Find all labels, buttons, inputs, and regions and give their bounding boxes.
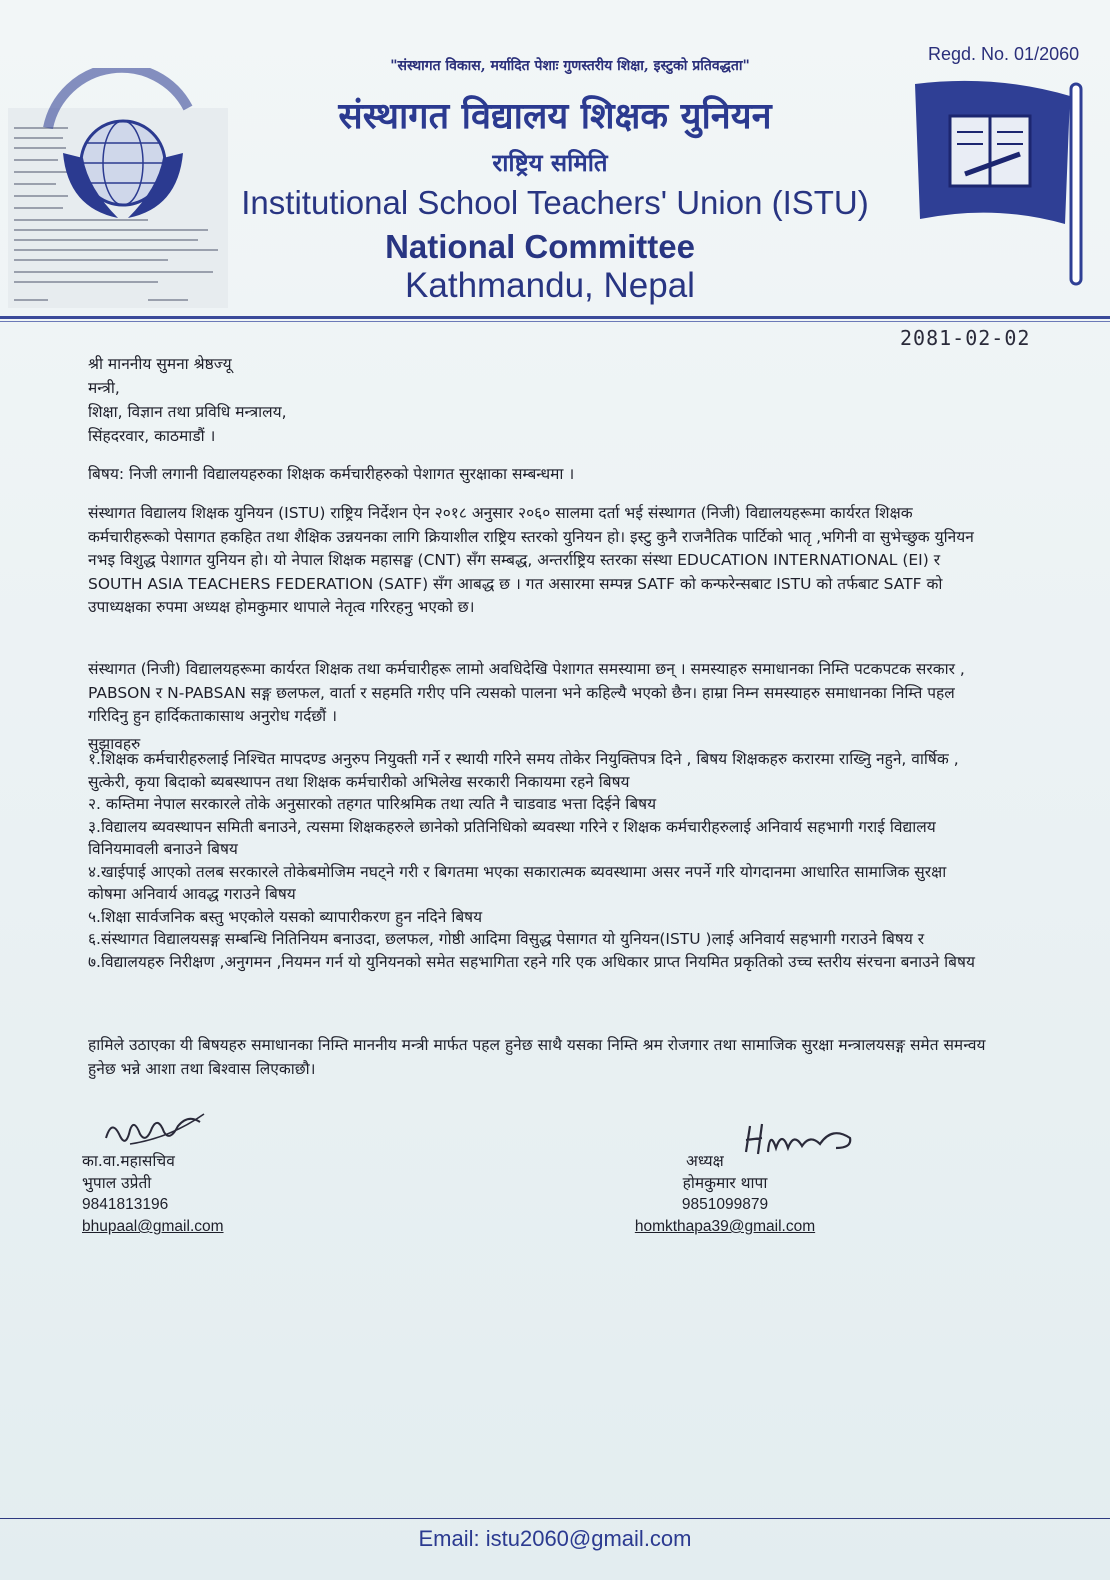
flag-book-emblem-icon [905, 74, 1100, 294]
footer-rule [0, 1518, 1110, 1519]
org-name-nepali: संस्थागत विद्यालय शिक्षक युनियन [338, 96, 772, 137]
signatory-email-link[interactable]: homkthapa39@gmail.com [634, 1218, 816, 1235]
list-item: १.शिक्षक कर्मचारीहरुलाई निश्चित मापदण्ड अनुरुप नियुक्ती गर्ने र स्थायी गरिने समय तोकेर नियुक्तिपत्र दिने , बिषय शिक्षकहरु करारमा राख्निु नहुने, वार्षिक , सुत्केरी, कृया बिदाको ब्यबस्थापन तथा शिक्षक कर्मचारीको अभिलेख सरकारी निकायमा रहने बिषय [88, 750, 959, 791]
list-item: ५.शिक्षा सार्वजनिक बस्तु भएकोले यसको ब्यापारीकरण हुन नदिने बिषय [88, 907, 483, 926]
header-rule [0, 316, 1110, 319]
addressee-line: सिंहदरवार, काठमाडौं । [88, 427, 216, 445]
signatory-right [600, 1150, 850, 1238]
addressee-line: शिक्षा, विज्ञान तथा प्रविधि मन्त्रालय, [88, 403, 287, 421]
list-item: ६.संस्थागत विद्यालयसङ्ग सम्बन्धि नितिनियम बनाउदा, छलफल, गोष्ठी आदिमा विसुद्ध पेसागत यो युनियन(ISTU )लाई अनिवार्य सहभागी गराउने बिषय र [88, 930, 925, 948]
motto-text: "संस्थागत विकास, मर्यादित पेशाः गुणस्तरीय शिक्षा, इस्टुको प्रतिवद्धता" [390, 58, 750, 74]
signatory-phone: 9851099879 [681, 1196, 769, 1213]
signature-left-icon [100, 1108, 210, 1152]
signatory-left [82, 1150, 224, 1238]
footer-email[interactable]: Email: istu2060@gmail.com [418, 1526, 692, 1551]
signatory-name: होमकुमार थापा [682, 1174, 768, 1192]
list-item: २. कम्तिमा नेपाल सरकारले तोके अनुसारको तहगत पारिश्रमिक तथा त्यति नै चाडवाड भत्ता दिईने बिषय [88, 795, 657, 813]
list-item: ३.विद्यालय ब्यवस्थापन समिती बनाउने, त्यसमा शिक्षकहरुले छानेको प्रतिनिधिको ब्यवस्था गरिने र शिक्षक कर्मचारीहरुलाई अनिवार्य सहभागी गराई विद्यालय विनियमावली बनाउने बिषय [88, 817, 936, 858]
addressee-block [88, 352, 287, 448]
org-name-english: Institutional School Teachers' Union (ISTU) [241, 184, 869, 221]
body-paragraph: संस्थागत विद्यालय शिक्षक युनियन (ISTU) राष्ट्रिय निर्देशन ऐन २०१८ अनुसार २०६० सालमा दर्ता भई संस्थागत (निजी) विद्यालयहरूमा कार्यरत शिक्षक कर्मचारीहरूको पेसागत हकहित तथा शैक्षिक उन्नयनका लागि क्रियाशील राष्ट्रिय स्तरको युनियन हो। इस्टु कुनै राजनैतिक पार्टिको भातृ ,भगिनी वा सुभेच्छुक युनियन नभइ विशुद्ध पेशागत युनियन हो। यो नेपाल शिक्षक महासङ्घ (CNT) सँग सम्बद्ध, अन्तर्राष्ट्रिय स्तरका संस्था EDUCATION INTERNATIONAL (EI) र SOUTH ASIA TEACHERS FEDERATION (SATF) सँग आबद्ध छ । गत असारमा सम्पन्न SATF को कन्फरेन्सबाट ISTU को तर्फबाट SATF को उपाध्यक्षका रुपमा अध्यक्ष होमकुमार थापाले नेतृत्व गरिरहनु भएको छ। [88, 504, 974, 616]
subject-line: बिषय: निजी लगानी विद्यालयहरुका शिक्षक कर्मचारीहरुको पेशागत सुरक्षाका सम्बन्धमा । [88, 465, 575, 483]
signatory-title: का.वा.महासचिव [82, 1152, 175, 1170]
signatory-phone: 9841813196 [82, 1196, 169, 1213]
header-rule-thin [0, 321, 1110, 322]
registration-number: Regd. No. 01/2060 [928, 44, 1080, 64]
addressee-line: श्री माननीय सुमना श्रेष्ठज्यू [88, 355, 232, 373]
location-english: Kathmandu, Nepal [405, 266, 695, 305]
list-item: ७.विद्यालयहरु निरीक्षण ,अनुगमन ,नियमन गर्न यो युनियनको समेत सहभागिता रहने गरि एक अधिकार प्राप्त नियमित प्रकृतिको उच्च स्तरीय संरचना बनाउने बिषय [88, 952, 975, 971]
committee-english: National Committee [385, 228, 695, 265]
list-item: ४.खाईपाई आएको तलब सरकारले तोकेबमोजिम नघट्ने गरी र बिगतमा भएका सकारात्मक ब्यवस्थामा असर नपर्ने गरि योगदानमा आधारित सामाजिक सुरक्षा कोषमा अनिवार्य आवद्ध गराउने बिषय [88, 862, 947, 903]
committee-nepali: राष्ट्रिय समिति [492, 149, 608, 177]
closing-paragraph: हामिले उठाएका यी बिषयहरु समाधानका निम्ति माननीय मन्त्री मार्फत पहल हुनेछ साथै यसका निम्ति श्रम रोजगार तथा सामाजिक सुरक्षा मन्त्रालयसङ्ग समेत समन्वय हुनेछ भन्ने आशा तथा बिश्वास लिएकाछौ। [88, 1036, 986, 1078]
globe-hands-emblem-icon [8, 68, 228, 308]
body-paragraph: संस्थागत (निजी) विद्यालयहरूमा कार्यरत शिक्षक तथा कर्मचारीहरू लामो अवधिदेखि पेशागत समस्यामा छन् । समस्याहरु समाधानका निम्ति पटकपटक सरकार , PABSON र N-PABSAN सङ्ग छलफल, वार्ता र सहमति गरीए पनि त्यसको पालना भने कहिल्यै भएको छैन। हाम्रा निम्न समस्याहरु समाधानका निम्ति पहल गरिदिनु हुन हार्दिकताकासाथ अनुरोध गर्दछौं । [88, 660, 965, 725]
signatory-name: भुपाल उप्रेती [82, 1174, 152, 1192]
addressee-line: मन्त्री, [88, 379, 120, 397]
suggestions-list [88, 748, 988, 973]
letter-date: 2081-02-02 [900, 326, 1031, 350]
signatory-email-link[interactable]: bhupaal@gmail.com [82, 1218, 224, 1235]
signatory-title: अध्यक्ष [686, 1152, 724, 1170]
suggestions-heading: सुझावहरु [88, 735, 141, 753]
